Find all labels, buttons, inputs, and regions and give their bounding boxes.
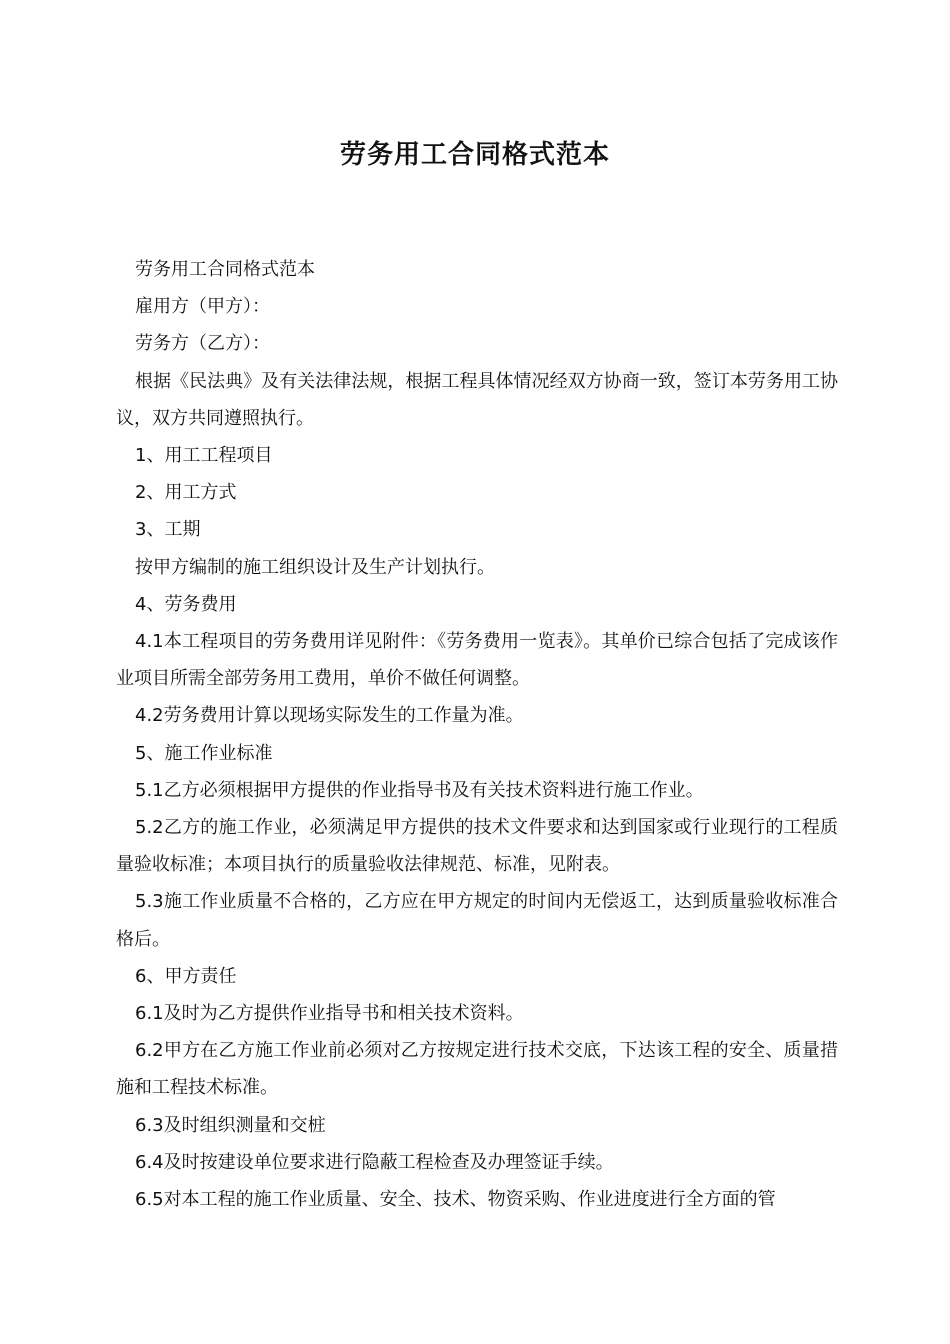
paragraph-clause-5-2: 5.2乙方的施工作业，必须满足甲方提供的技术文件要求和达到国家或行业现行的工程质量验收标准；本项目执行的质量验收法律规范、标准，见附表。 [116, 817, 838, 876]
paragraph-section-1: 1、用工工程项目 [135, 445, 273, 467]
paragraph-employer: 雇用方（甲方）： [135, 296, 270, 318]
paragraph-preamble: 根据《民法典》及有关法律法规，根据工程具体情况经双方协商一致，签订本劳务用工协议，双方共同遵照执行。 [116, 370, 838, 429]
paragraph-clause-5-3: 5.3施工作业质量不合格的，乙方应在甲方规定的时间内无偿返工，达到质量验收标准合格后。 [116, 891, 838, 950]
paragraph-section-6: 6、甲方责任 [135, 965, 237, 987]
paragraph-clause-6-3: 6.3及时组织测量和交桩 [135, 1114, 326, 1136]
paragraph-clause-6-2: 6.2甲方在乙方施工作业前必须对乙方按规定进行技术交底，下达该工程的安全、质量措施和工程技术标准。 [116, 1040, 838, 1099]
paragraph-section-3: 3、工期 [135, 519, 201, 541]
paragraph-clause-5-1: 5.1乙方必须根据甲方提供的作业指导书及有关技术资料进行施工作业。 [135, 779, 704, 801]
document-body [116, 251, 838, 1218]
paragraph-clause-4-1: 4.1本工程项目的劳务费用详见附件：《劳务费用一览表》。其单价已综合包括了完成该作业项目所需全部劳务用工费用，单价不做任何调整。 [116, 631, 838, 690]
paragraph-section-4: 4、劳务费用 [135, 593, 237, 615]
paragraph-clause-6-5: 6.5对本工程的施工作业质量、安全、技术、物资采购、作业进度进行全方面的管 [135, 1189, 776, 1211]
paragraph-section-5: 5、施工作业标准 [135, 742, 273, 764]
paragraph-laborer: 劳务方（乙方）： [135, 333, 270, 355]
paragraph-section-3-text: 按甲方编制的施工组织设计及生产计划执行。 [135, 556, 495, 578]
paragraph-clause-4-2: 4.2劳务费用计算以现场实际发生的工作量为准。 [135, 705, 524, 727]
paragraph-heading: 劳务用工合同格式范本 [135, 259, 315, 280]
paragraph-clause-6-1: 6.1及时为乙方提供作业指导书和相关技术资料。 [135, 1003, 524, 1025]
document-title: 劳务用工合同格式范本 [339, 140, 610, 170]
paragraph-section-2: 2、用工方式 [135, 482, 237, 504]
paragraph-clause-6-4: 6.4及时按建设单位要求进行隐蔽工程检查及办理签证手续。 [135, 1151, 614, 1173]
